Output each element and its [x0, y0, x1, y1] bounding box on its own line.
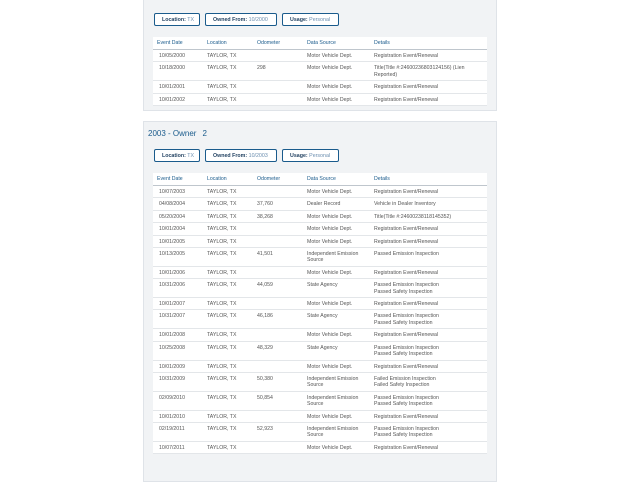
odometer-cell: 52,923	[257, 422, 307, 441]
table-row	[153, 235, 487, 247]
location-cell: TAYLOR, TX	[207, 310, 257, 329]
table-header-row	[153, 37, 487, 50]
location-pill: Location: TX	[154, 149, 200, 162]
col-data-source: Data Source	[307, 37, 374, 50]
table-row	[153, 93, 487, 105]
details-cell: Title(Title #:24600236803124156) (Lien Reported)	[374, 62, 487, 81]
details-cell: Title(Title #:24600238118145352)	[374, 210, 487, 222]
table-row	[153, 50, 487, 62]
details-cell: Passed Emission Inspection Passed Safety Inspection	[374, 422, 487, 441]
event-date-cell: 10/01/2001	[153, 81, 207, 93]
data-source-cell: Motor Vehicle Dept.	[307, 441, 374, 453]
odometer-cell: 48,329	[257, 341, 307, 360]
owner-2-summary-pills	[154, 149, 339, 162]
owner-1-summary-pills	[154, 13, 339, 26]
event-date-cell: 10/01/2009	[153, 360, 207, 372]
details-cell: Passed Emission Inspection Passed Safety Inspection	[374, 341, 487, 360]
table-row	[153, 81, 487, 93]
odometer-cell	[257, 360, 307, 372]
owner-panel-2	[143, 121, 497, 482]
odometer-cell: 37,760	[257, 198, 307, 210]
odometer-cell: 50,380	[257, 372, 307, 391]
details-cell: Registration Event/Renewal	[374, 50, 487, 62]
data-source-cell: Motor Vehicle Dept.	[307, 81, 374, 93]
owned-from-pill: Owned From: 10/2003	[205, 149, 277, 162]
event-date-cell: 05/20/2004	[153, 210, 207, 222]
event-date-cell: 10/01/2004	[153, 223, 207, 235]
odometer-cell	[257, 235, 307, 247]
event-date-cell: 10/25/2008	[153, 341, 207, 360]
odometer-cell	[257, 223, 307, 235]
event-date-cell: 10/31/2009	[153, 372, 207, 391]
location-cell: TAYLOR, TX	[207, 198, 257, 210]
owner-panel-1	[143, 0, 497, 111]
owner-2-title: 2003 - Owner 2	[148, 129, 207, 138]
location-cell: TAYLOR, TX	[207, 81, 257, 93]
col-data-source: Data Source	[307, 173, 374, 186]
location-cell: TAYLOR, TX	[207, 279, 257, 298]
odometer-cell	[257, 186, 307, 198]
owned-from-pill: Owned From: 10/2000	[205, 13, 277, 26]
location-cell: TAYLOR, TX	[207, 422, 257, 441]
data-source-cell: Motor Vehicle Dept.	[307, 410, 374, 422]
data-source-cell: State Agency	[307, 341, 374, 360]
event-date-cell: 10/05/2000	[153, 50, 207, 62]
odometer-cell	[257, 410, 307, 422]
location-pill: Location: TX	[154, 13, 200, 26]
details-cell: Registration Event/Renewal	[374, 329, 487, 341]
table-row	[153, 391, 487, 410]
location-cell: TAYLOR, TX	[207, 372, 257, 391]
event-date-cell: 10/31/2006	[153, 279, 207, 298]
data-source-cell: Independent Emission Source	[307, 248, 374, 267]
event-date-cell: 10/07/2003	[153, 186, 207, 198]
event-date-cell: 10/07/2011	[153, 441, 207, 453]
odometer-cell	[257, 50, 307, 62]
location-cell: TAYLOR, TX	[207, 360, 257, 372]
event-date-cell: 02/09/2010	[153, 391, 207, 410]
col-odometer: Odometer	[257, 37, 307, 50]
col-location: Location	[207, 37, 257, 50]
odometer-cell: 38,268	[257, 210, 307, 222]
data-source-cell: Motor Vehicle Dept.	[307, 298, 374, 310]
location-cell: TAYLOR, TX	[207, 210, 257, 222]
data-source-cell: Dealer Record	[307, 198, 374, 210]
details-cell: Registration Event/Renewal	[374, 81, 487, 93]
odometer-cell	[257, 298, 307, 310]
odometer-cell: 46,186	[257, 310, 307, 329]
table-row	[153, 279, 487, 298]
details-cell: Registration Event/Renewal	[374, 223, 487, 235]
odometer-cell	[257, 81, 307, 93]
details-cell: Registration Event/Renewal	[374, 410, 487, 422]
table-row	[153, 62, 487, 81]
col-details: Details	[374, 37, 487, 50]
usage-pill: Usage: Personal	[282, 149, 339, 162]
data-source-cell: Independent Emission Source	[307, 372, 374, 391]
table-row	[153, 186, 487, 198]
details-cell: Registration Event/Renewal	[374, 235, 487, 247]
event-date-cell: 10/01/2005	[153, 235, 207, 247]
data-source-cell: Motor Vehicle Dept.	[307, 62, 374, 81]
data-source-cell: Independent Emission Source	[307, 422, 374, 441]
event-date-cell: 04/08/2004	[153, 198, 207, 210]
details-cell: Registration Event/Renewal	[374, 93, 487, 105]
location-cell: TAYLOR, TX	[207, 341, 257, 360]
col-event-date: Event Date	[153, 37, 207, 50]
data-source-cell: Motor Vehicle Dept.	[307, 329, 374, 341]
details-cell: Passed Emission Inspection	[374, 248, 487, 267]
details-cell: Passed Emission Inspection Passed Safety Inspection	[374, 391, 487, 410]
odometer-cell	[257, 93, 307, 105]
data-source-cell: Motor Vehicle Dept.	[307, 93, 374, 105]
data-source-cell: Motor Vehicle Dept.	[307, 235, 374, 247]
table-row	[153, 410, 487, 422]
table-row	[153, 310, 487, 329]
odometer-cell	[257, 266, 307, 278]
details-cell: Vehicle in Dealer Inventory	[374, 198, 487, 210]
col-event-date: Event Date	[153, 173, 207, 186]
owner-2-history-table	[153, 173, 487, 454]
odometer-cell: 41,501	[257, 248, 307, 267]
odometer-cell: 298	[257, 62, 307, 81]
data-source-cell: Motor Vehicle Dept.	[307, 223, 374, 235]
details-cell: Registration Event/Renewal	[374, 186, 487, 198]
table-row	[153, 360, 487, 372]
details-cell: Registration Event/Renewal	[374, 298, 487, 310]
col-details: Details	[374, 173, 487, 186]
data-source-cell: Motor Vehicle Dept.	[307, 360, 374, 372]
event-date-cell: 10/01/2006	[153, 266, 207, 278]
location-cell: TAYLOR, TX	[207, 298, 257, 310]
event-date-cell: 10/01/2010	[153, 410, 207, 422]
odometer-cell: 44,059	[257, 279, 307, 298]
event-date-cell: 10/18/2000	[153, 62, 207, 81]
table-row	[153, 329, 487, 341]
table-row	[153, 298, 487, 310]
odometer-cell	[257, 329, 307, 341]
data-source-cell: State Agency	[307, 310, 374, 329]
location-cell: TAYLOR, TX	[207, 410, 257, 422]
event-date-cell: 10/13/2005	[153, 248, 207, 267]
event-date-cell: 02/19/2011	[153, 422, 207, 441]
details-cell: Passed Emission Inspection Passed Safety Inspection	[374, 279, 487, 298]
table-row	[153, 248, 487, 267]
location-cell: TAYLOR, TX	[207, 441, 257, 453]
details-cell: Registration Event/Renewal	[374, 360, 487, 372]
table-header-row	[153, 173, 487, 186]
table-row	[153, 266, 487, 278]
details-cell: Failed Emission Inspection Failed Safety Inspection	[374, 372, 487, 391]
table-row	[153, 441, 487, 453]
location-cell: TAYLOR, TX	[207, 235, 257, 247]
table-row	[153, 198, 487, 210]
details-cell: Passed Emission Inspection Passed Safety Inspection	[374, 310, 487, 329]
location-cell: TAYLOR, TX	[207, 93, 257, 105]
event-date-cell: 10/31/2007	[153, 310, 207, 329]
data-source-cell: Motor Vehicle Dept.	[307, 266, 374, 278]
odometer-cell	[257, 441, 307, 453]
odometer-cell: 50,854	[257, 391, 307, 410]
location-cell: TAYLOR, TX	[207, 186, 257, 198]
event-date-cell: 10/01/2002	[153, 93, 207, 105]
data-source-cell: Motor Vehicle Dept.	[307, 186, 374, 198]
details-cell: Registration Event/Renewal	[374, 441, 487, 453]
col-location: Location	[207, 173, 257, 186]
table-row	[153, 223, 487, 235]
location-cell: TAYLOR, TX	[207, 391, 257, 410]
data-source-cell: Motor Vehicle Dept.	[307, 50, 374, 62]
location-cell: TAYLOR, TX	[207, 62, 257, 81]
data-source-cell: Independent Emission Source	[307, 391, 374, 410]
data-source-cell: Motor Vehicle Dept.	[307, 210, 374, 222]
location-cell: TAYLOR, TX	[207, 50, 257, 62]
table-row	[153, 210, 487, 222]
data-source-cell: State Agency	[307, 279, 374, 298]
details-cell: Registration Event/Renewal	[374, 266, 487, 278]
location-cell: TAYLOR, TX	[207, 329, 257, 341]
usage-pill: Usage: Personal	[282, 13, 339, 26]
col-odometer: Odometer	[257, 173, 307, 186]
table-row	[153, 341, 487, 360]
event-date-cell: 10/01/2007	[153, 298, 207, 310]
table-row	[153, 372, 487, 391]
owner-1-history-table	[153, 37, 487, 106]
event-date-cell: 10/01/2008	[153, 329, 207, 341]
location-cell: TAYLOR, TX	[207, 223, 257, 235]
table-row	[153, 422, 487, 441]
location-cell: TAYLOR, TX	[207, 248, 257, 267]
location-cell: TAYLOR, TX	[207, 266, 257, 278]
